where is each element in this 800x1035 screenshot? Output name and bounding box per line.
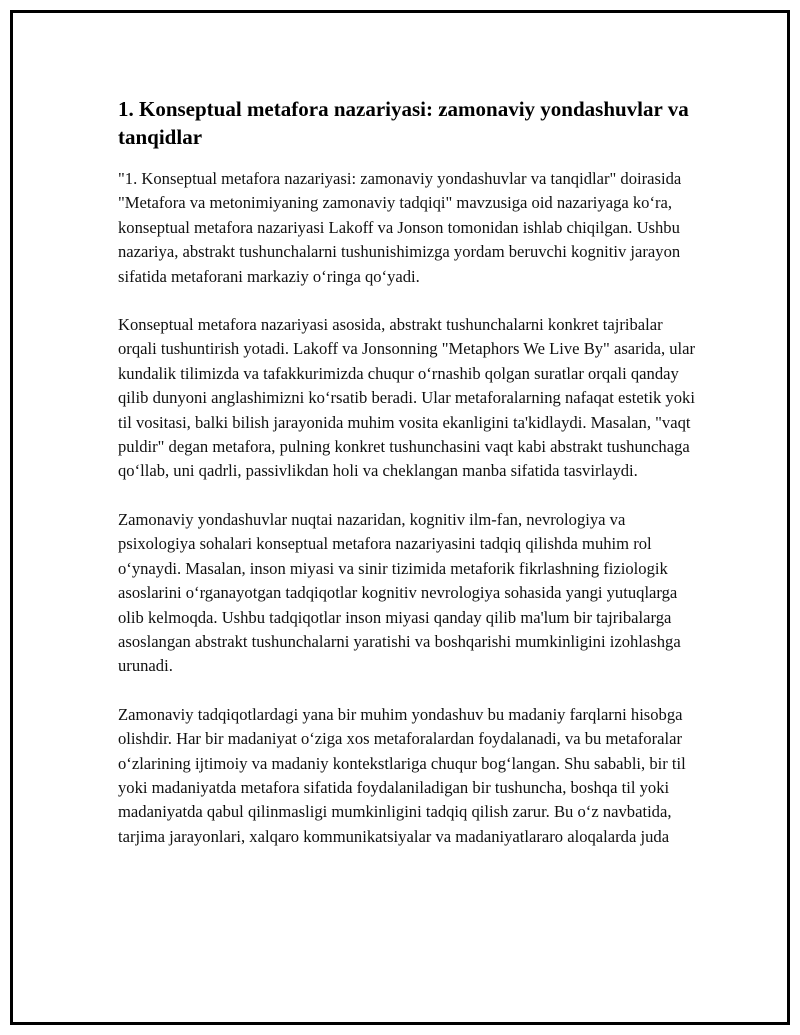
paragraph-4: Zamonaviy tadqiqotlardagi yana bir muhim yondashuv bu madaniy farqlarni hisobga olishdir. Har bir madaniyat o‘ziga xos metaforalardan foydalanadi, va bu metaforalar o‘zlarining ijtimoiy va madaniy kontekstlariga chuqur bog‘langan. Shu sababli, bir til yoki madaniyatda metafora sifatida foydalaniladigan bir tushuncha, boshqa til yoki madaniyatda qabul qilinmasligi mumkinligini tadqiq qilish zarur. Bu o‘z navbatida, tarjima jarayonlari, xalqaro kommunikatsiyalar va madaniyatlararo aloqalarda juda — [118, 704, 686, 846]
paragraph-3: Zamonaviy yondashuvlar nuqtai nazaridan, kognitiv ilm-fan, nevrologiya va psixologiya sohalari konseptual metafora nazariyasini tadqiq qilishda muhim rol o‘ynaydi. Masalan, inson miyasi va sinir tizimida metaforik fikrlashning fiziologik asoslarini o‘rganayotgan tadqiqotlar kognitiv nevrologiya sohasida yangi yutuqlarga olib kelmoqda. Ushbu tadqiqotlar inson miyasi qanday qilib ma'lum bir tajribalarga asoslangan abstrakt tushunchalarni yaratishi va boshqarishi mumkinligini izohlashga urunadi. — [118, 509, 681, 676]
paragraph-1: "1. Konseptual metafora nazariyasi: zamonaviy yondashuvlar va tanqidlar" doirasida "Metafora va metonimiyaning zamonaviy tadqiqi" mavzusiga oid nazariyaga ko‘ra, konseptual metafora nazariyasi Lakoff va Jonson tomonidan ishlab chiqilgan. Ushbu nazariya, abstrakt tushunchalarni tushunishimizga yordam beruvchi kognitiv jarayon sifatida metaforani markaziy o‘ringa qo‘yadi. — [118, 169, 682, 286]
paragraph-2: Konseptual metafora nazariyasi asosida, abstrakt tushunchalarni konkret tajribalar orqali tushuntirish yotadi. Lakoff va Jonsonning "Metaphors We Live By" asarida, ular kundalik tilimizda va tafakkurimizda chuqur o‘rnashib qolgan suratlar orqali qanday qilib dunyoni anglashimizni ko‘rsatib beradi. Ular metaforalarning nafaqat estetik yoki til vositasi, balki bilish jarayonida muhim vosita ekanligini ta'kidlaydi. Masalan, "vaqt puldir" degan metafora, pulning konkret tushunchasini vaqt kabi abstrakt tushunchaga qo‘llab, uni qadrli, passivlikdan holi va cheklangan manba sifatida tasvirlaydi. — [118, 315, 696, 481]
page-frame — [10, 10, 790, 1025]
section-heading: 1. Konseptual metafora nazariyasi: zamonaviy yondashuvlar va tanqidlar — [118, 97, 689, 149]
document-body — [118, 95, 703, 873]
